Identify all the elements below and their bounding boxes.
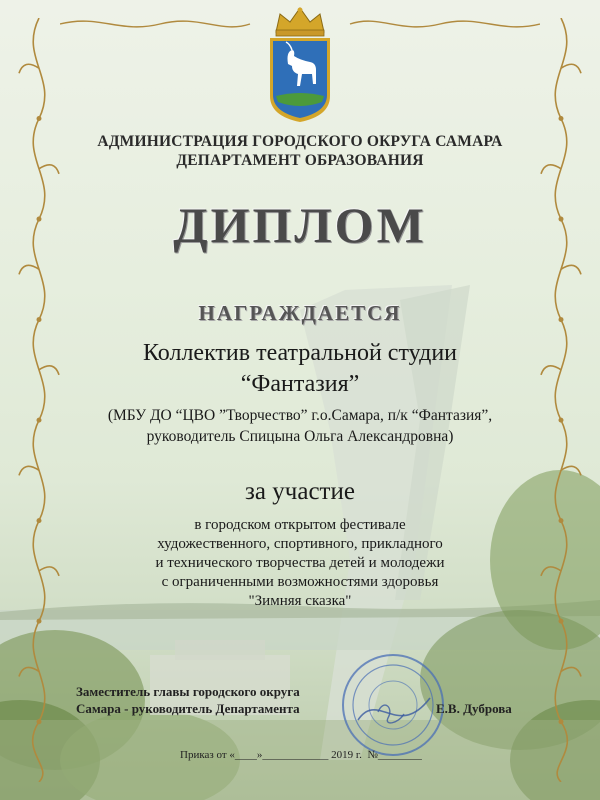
official-stamp-icon bbox=[338, 650, 448, 760]
header-administration: АДМИНИСТРАЦИЯ ГОРОДСКОГО ОКРУГА САМАРА bbox=[97, 133, 503, 150]
festival-name: "Зимняя сказка" bbox=[248, 593, 352, 609]
festival-line: с ограниченными возможностями здоровья bbox=[161, 574, 439, 590]
diploma-title: ДИПЛОМ bbox=[173, 197, 427, 253]
recipient-name: “Фантазия” bbox=[240, 371, 360, 397]
festival-line: в городском открытом фестивале bbox=[194, 517, 406, 533]
awarded-label: НАГРАЖДАЕТСЯ bbox=[198, 301, 402, 325]
header-department: ДЕПАРТАМЕНТ ОБРАЗОВАНИЯ bbox=[176, 152, 424, 169]
award-reason: за участие bbox=[245, 478, 355, 505]
festival-line: художественного, спортивного, прикладного bbox=[157, 536, 443, 552]
festival-line: и технического творчества детей и молодежи bbox=[155, 555, 445, 571]
signer-position: Самара - руководитель Департамента bbox=[76, 701, 300, 716]
coat-of-arms-icon bbox=[262, 6, 338, 124]
order-reference: Приказ от «____»____________ 2019 г. №________ bbox=[180, 749, 422, 761]
signer-position: Заместитель главы городского округа bbox=[76, 684, 300, 699]
recipient-leader: руководитель Спицына Ольга Александровна) bbox=[146, 428, 454, 445]
recipient-organization: (МБУ ДО “ЦВО ”Творчество” г.о.Самара, п/к “Фантазия”, bbox=[107, 407, 493, 424]
recipient-line: Коллектив театральной студии bbox=[142, 340, 458, 366]
signer-name: Е.В. Дуброва bbox=[436, 701, 512, 716]
